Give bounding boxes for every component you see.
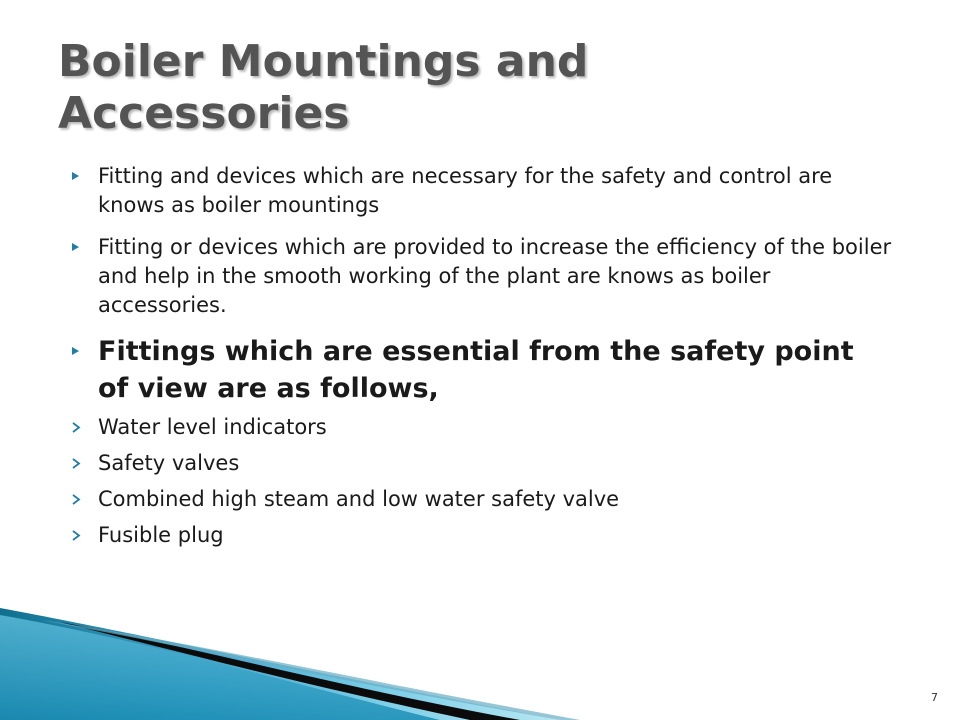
sub-list-item	[72, 413, 892, 442]
sub-list-item	[72, 485, 892, 514]
sub-item-text: Safety valves	[98, 451, 240, 475]
bullet-item	[72, 233, 892, 320]
content-area	[72, 162, 892, 550]
sub-list-item	[72, 521, 892, 550]
chevron-right-icon	[72, 458, 81, 469]
triangle-bullet-icon	[72, 347, 79, 355]
chevron-right-icon	[72, 494, 81, 505]
triangle-bullet-icon	[72, 172, 79, 180]
sub-item-text: Fusible plug	[98, 523, 224, 547]
title-line-1: Boiler Mountings and	[58, 36, 589, 87]
sub-item-text: Combined high steam and low water safety valve	[98, 487, 620, 511]
bullet-text: Fitting or devices which are provided to increase the efficiency of the boiler and help in the smooth working of the plant are knows as boiler accessories.	[98, 235, 892, 317]
bullet-item	[72, 333, 892, 407]
page-number: 7	[931, 691, 938, 704]
sub-list-item	[72, 449, 892, 478]
sub-item-text: Water level indicators	[98, 415, 327, 439]
chevron-right-icon	[72, 422, 81, 433]
triangle-bullet-icon	[72, 243, 79, 251]
slide-title	[58, 36, 918, 140]
bullet-item	[72, 162, 892, 220]
title-line-2: Accessories	[58, 88, 350, 139]
bullet-text-bold: Fittings which are essential from the safety point of view are as follows,	[98, 336, 854, 404]
bullet-text: Fitting and devices which are necessary for the safety and control are knows as boiler mountings	[98, 164, 833, 217]
chevron-right-icon	[72, 530, 81, 541]
